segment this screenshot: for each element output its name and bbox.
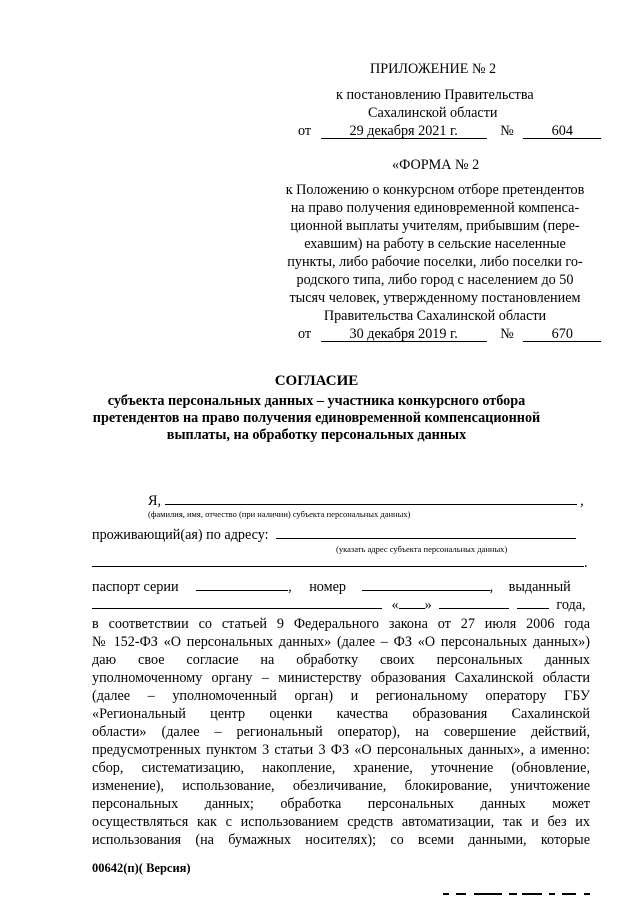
scan-mark [562,893,576,895]
passport-series-label: паспорт серии [92,579,179,595]
scan-mark [443,893,449,895]
issue-year-field[interactable] [517,608,549,609]
scan-mark [474,893,502,895]
address-field[interactable] [276,538,576,539]
scan-mark [509,893,517,895]
form-title: «ФОРМА № 2 [392,157,480,173]
address-continuation-row [92,556,588,570]
address-label: проживающий(ая) по адресу: [92,527,269,543]
form-block-line: тысяч человек, утвержденному постановлением [289,290,581,306]
number-sign: № [500,123,514,139]
i-label: Я, [148,493,162,509]
form-block-line: родского типа, либо город с населением до 50 [296,272,574,288]
name-row [148,494,584,508]
document-subtitle-line: выплаты, на обработку персональных данных [166,427,467,443]
year-label: года, [556,597,586,613]
body-line: № 152-ФЗ «О персональных данных» (далее – ФЗ «О персональных данных») [92,634,590,650]
resolution-number: 604 [523,124,601,139]
resolution-line-1: к постановлению Правительства [336,87,534,103]
form-block-line: на право получения единовременной компенса- [290,200,580,216]
form-block-line: Правительства Сахалинской области [323,308,547,324]
form-block-line: ехавшим) на работу в сельские населенные [304,236,566,252]
body-line: изменение), использование, обезличивание, блокирование, уничтожение [92,778,590,794]
end-dot: . [584,555,588,571]
body-line: в соответствии со статьей 9 Федерального закона от 27 июля 2006 года [92,616,590,632]
body-line: предусмотренных пунктом 3 статьи 3 ФЗ «О персональных данных», а именно: [92,742,590,758]
resolution-date: 29 декабря 2021 г. [321,124,487,139]
issued-by-row [92,598,586,612]
body-line: области» (далее – региональный оператор), на совершение действий, [92,724,590,740]
body-line: сбор, систематизацию, накопление, хранение, уточнение (обновление, [92,760,590,776]
body-line: использования (на бумажных носителях); со всеми данными, которые [92,832,590,848]
number-label: номер [309,579,347,595]
body-line: «Региональный центр оценки качества образования Сахалинской [92,706,590,722]
resolution-date-row [298,124,601,139]
passport-number-field[interactable] [362,590,490,591]
address-continuation-field[interactable] [92,566,584,567]
quote-close: » [424,597,432,613]
form-block-line: ционной выплаты учителям, прибывшим (пере- [290,218,580,234]
scan-mark [456,893,466,895]
form-number: 670 [523,327,601,342]
name-field[interactable] [165,504,577,505]
scan-mark [549,893,555,895]
scan-mark [522,893,542,895]
document-title: СОГЛАСИЕ [274,373,359,389]
body-line: даю свое согласие на обработку своих персональных данных [92,652,590,668]
from-label: от [298,326,312,342]
number-sign: № [500,326,514,342]
document-subtitle-line: субъекта персональных данных – участника конкурсного отбора [107,393,526,409]
form-block-line: пункты, либо рабочие поселки, либо поселки го- [287,254,583,270]
form-block-line: к Положению о конкурсном отборе претендентов [285,182,585,198]
footer-code: 00642(п)( Версия) [92,861,191,875]
body-line: персональных данных; обработка персональных данных может [92,796,590,812]
body-line: осуществляться как с использованием средств автоматизации, так и без их [92,814,590,830]
form-date-row [298,327,601,342]
body-line: (далее – уполномоченный орган) и региональному оператору ГБУ [92,688,590,704]
issue-day-field[interactable] [399,608,425,609]
name-hint: (фамилия, имя, отчество (при наличии) субъекта персональных данных) [148,509,411,519]
from-label: от [298,123,312,139]
scan-mark [584,893,590,895]
comma: , [288,579,292,595]
issued-label: выданный [508,579,571,595]
body-line: уполномоченному органу – министерству образования Сахалинской области [92,670,590,686]
address-hint: (указать адрес субъекта персональных данных) [336,544,508,554]
passport-row [92,580,571,594]
resolution-line-2: Сахалинской области [368,105,498,121]
document-subtitle-line: претендентов на право получения единовременной компенсационной [92,410,541,426]
passport-series-field[interactable] [196,590,288,591]
address-row [92,528,576,542]
comma: , [580,493,584,509]
issued-by-field[interactable] [92,608,382,609]
appendix-label: ПРИЛОЖЕНИЕ № 2 [370,61,497,77]
comma: , [489,579,494,595]
quote-open: « [391,597,399,613]
issue-month-field[interactable] [439,608,509,609]
form-date: 30 декабря 2019 г. [321,327,487,342]
